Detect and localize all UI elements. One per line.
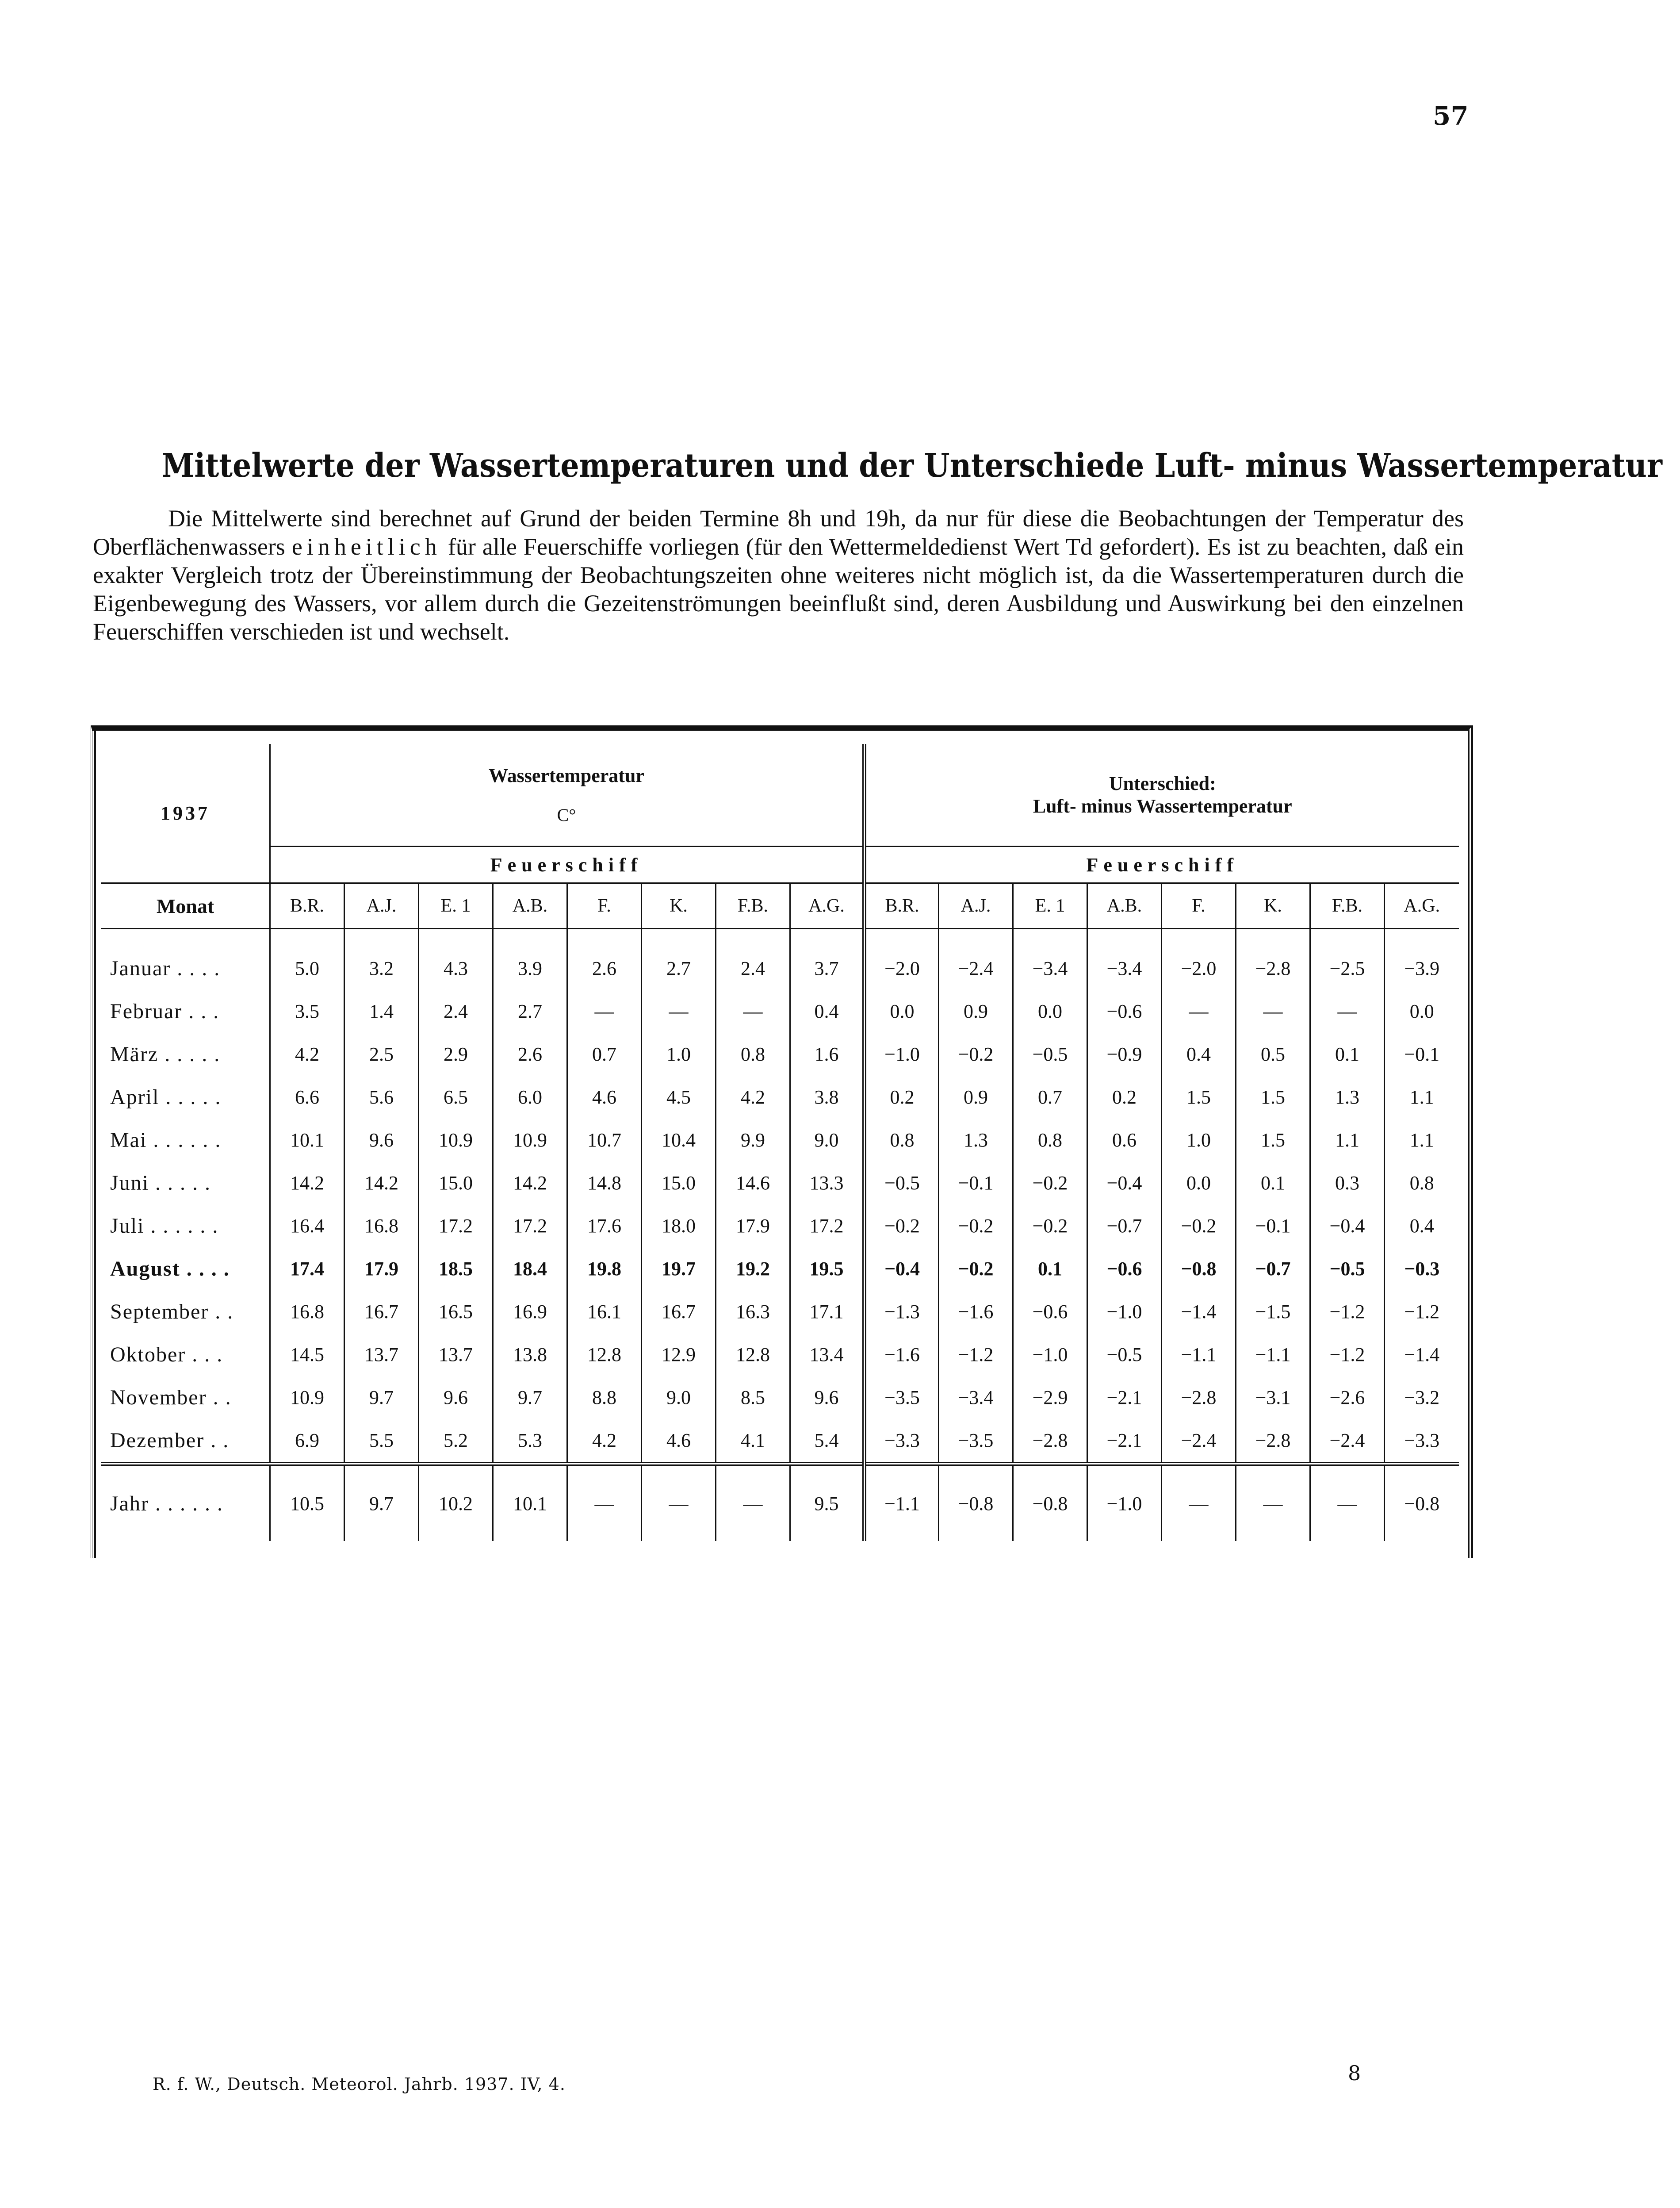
page-title: Mittelwerte der Wassertemperaturen und der Unterschiede Luft- minus Wassertemperatur	[161, 447, 1662, 485]
water-cell: 9.6	[790, 1376, 865, 1419]
water-cell: 8.8	[567, 1376, 642, 1419]
diff-cell: −0.2	[1013, 1204, 1087, 1247]
water-cell: 9.5	[790, 1464, 865, 1541]
col-header-water-6: F.B.	[716, 883, 790, 929]
table-row	[101, 1333, 1459, 1376]
diff-cell: −0.2	[939, 1033, 1013, 1076]
diff-cell: −0.2	[939, 1204, 1013, 1247]
diff-cell: −2.1	[1087, 1376, 1162, 1419]
row-month: Jahr . . . . . .	[101, 1464, 270, 1541]
water-cell: 0.4	[790, 990, 865, 1033]
table-row	[101, 1419, 1459, 1464]
water-cell: 16.1	[567, 1290, 642, 1333]
table-row	[101, 1290, 1459, 1333]
diff-cell: 1.5	[1162, 1076, 1236, 1119]
row-month: September . .	[110, 1300, 234, 1323]
diff-cell: −0.1	[1236, 1204, 1310, 1247]
water-cell: —	[716, 1464, 790, 1541]
diff-cell: −0.2	[1013, 1162, 1087, 1204]
water-cell: 18.5	[419, 1247, 493, 1290]
col-header-diff-6: F.B.	[1310, 883, 1385, 929]
water-cell: 16.8	[344, 1204, 419, 1247]
water-cell: 17.2	[790, 1204, 865, 1247]
intro-emphasis: einheitlich	[291, 533, 441, 560]
diff-cell: 1.3	[1310, 1076, 1385, 1119]
water-cell: 17.1	[790, 1290, 865, 1333]
diff-cell: −1.6	[939, 1290, 1013, 1333]
water-cell: —	[642, 1464, 716, 1541]
diff-cell: −0.3	[1385, 1247, 1459, 1290]
diff-cell: −0.6	[1087, 990, 1162, 1033]
diff-cell: 1.0	[1162, 1119, 1236, 1162]
diff-cell: 0.2	[865, 1076, 939, 1119]
water-cell: 6.6	[270, 1076, 344, 1119]
water-cell: 13.7	[419, 1333, 493, 1376]
diff-cell: −2.5	[1310, 929, 1385, 990]
table-row	[101, 1204, 1459, 1247]
water-cell: 5.5	[344, 1419, 419, 1464]
diff-cell: −0.4	[1310, 1204, 1385, 1247]
water-cell: 5.0	[270, 929, 344, 990]
diff-cell: −1.2	[1310, 1290, 1385, 1333]
water-cell: 10.9	[270, 1376, 344, 1419]
water-cell: 9.0	[642, 1376, 716, 1419]
water-cell: 19.5	[790, 1247, 865, 1290]
water-cell: 17.2	[493, 1204, 567, 1247]
diff-cell: −2.6	[1310, 1376, 1385, 1419]
diff-cell: −0.2	[1162, 1204, 1236, 1247]
water-cell: 9.7	[344, 1464, 419, 1541]
water-cell: 19.8	[567, 1247, 642, 1290]
diff-cell: −1.3	[865, 1290, 939, 1333]
diff-cell: 0.0	[865, 990, 939, 1033]
diff-cell: −0.8	[939, 1464, 1013, 1541]
diff-cell: −1.4	[1385, 1333, 1459, 1376]
unit-label: C°	[557, 805, 576, 825]
water-cell: 2.5	[344, 1033, 419, 1076]
water-cell: 9.7	[344, 1376, 419, 1419]
table-row	[101, 929, 1459, 990]
water-cell: 15.0	[419, 1162, 493, 1204]
row-month: Januar . . . .	[110, 957, 221, 980]
water-cell: 10.1	[493, 1464, 567, 1541]
diff-cell: 1.5	[1236, 1119, 1310, 1162]
diff-cell: −2.8	[1013, 1419, 1087, 1464]
diff-cell: 0.9	[939, 990, 1013, 1033]
diff-cell: −2.8	[1162, 1376, 1236, 1419]
water-cell: 3.7	[790, 929, 865, 990]
table-row	[101, 1464, 1459, 1541]
diff-cell: −1.2	[939, 1333, 1013, 1376]
water-cell: 12.8	[567, 1333, 642, 1376]
table-row	[101, 1119, 1459, 1162]
diff-cell: −1.0	[1087, 1290, 1162, 1333]
col-header-water-0: B.R.	[270, 883, 344, 929]
diff-cell: −3.5	[865, 1376, 939, 1419]
monat-header: Monat	[101, 883, 270, 929]
diff-cell: 1.1	[1385, 1119, 1459, 1162]
water-cell: 4.1	[716, 1419, 790, 1464]
diff-cell: −1.5	[1236, 1290, 1310, 1333]
diff-cell: −1.4	[1162, 1290, 1236, 1333]
diff-cell: −3.2	[1385, 1376, 1459, 1419]
water-cell: 16.5	[419, 1290, 493, 1333]
water-cell: 16.7	[642, 1290, 716, 1333]
diff-cell: −0.5	[1310, 1247, 1385, 1290]
water-cell: 15.0	[642, 1162, 716, 1204]
water-cell: —	[567, 1464, 642, 1541]
diff-cell: −0.7	[1236, 1247, 1310, 1290]
water-cell: 2.6	[567, 929, 642, 990]
water-cell: 10.1	[270, 1119, 344, 1162]
diff-cell: −2.0	[1162, 929, 1236, 990]
diff-cell: −2.8	[1236, 929, 1310, 990]
water-cell: 17.9	[344, 1247, 419, 1290]
water-cell: 2.7	[493, 990, 567, 1033]
diff-cell: −3.1	[1236, 1376, 1310, 1419]
diff-cell: −2.9	[1013, 1376, 1087, 1419]
diff-cell: 0.7	[1013, 1076, 1087, 1119]
diff-cell: −1.0	[1087, 1464, 1162, 1541]
water-cell: 12.8	[716, 1333, 790, 1376]
water-temp-header: Wassertemperatur C°	[270, 744, 865, 847]
diff-cell: −2.0	[865, 929, 939, 990]
table-row	[101, 1162, 1459, 1204]
diff-cell: −1.6	[865, 1333, 939, 1376]
water-cell: 10.5	[270, 1464, 344, 1541]
water-cell: 14.2	[270, 1162, 344, 1204]
diff-cell: −0.8	[1162, 1247, 1236, 1290]
diff-cell: −0.8	[1013, 1464, 1087, 1541]
diff-cell: −1.2	[1385, 1290, 1459, 1333]
water-cell: 9.7	[493, 1376, 567, 1419]
diff-cell: —	[1310, 1464, 1385, 1541]
diff-cell: 0.8	[865, 1119, 939, 1162]
intro-text-1: Die Mittelwerte sind berechnet auf Grund der beiden Termine 8h und 19h, da nur für diese die Beobachtungen der Temperatur des Oberflächenwassers	[93, 505, 1464, 560]
water-cell: 19.2	[716, 1247, 790, 1290]
data-table-frame	[91, 725, 1473, 1558]
water-cell: 10.9	[419, 1119, 493, 1162]
diff-cell: —	[1236, 1464, 1310, 1541]
row-month: Oktober . . .	[110, 1343, 223, 1366]
water-cell: 9.6	[419, 1376, 493, 1419]
table-row	[101, 1376, 1459, 1419]
water-cell: 14.2	[493, 1162, 567, 1204]
col-header-water-5: K.	[642, 883, 716, 929]
water-cell: 3.2	[344, 929, 419, 990]
water-cell: —	[716, 990, 790, 1033]
diff-cell: −1.2	[1310, 1333, 1385, 1376]
signature-mark: 8	[1348, 2061, 1361, 2085]
row-month: Juni . . . . .	[110, 1171, 211, 1195]
diff-cell: −2.1	[1087, 1419, 1162, 1464]
col-header-diff-1: A.J.	[939, 883, 1013, 929]
diff-cell: 0.3	[1310, 1162, 1385, 1204]
temperature-table	[101, 744, 1459, 1541]
water-cell: 4.5	[642, 1076, 716, 1119]
diff-cell: −3.3	[865, 1419, 939, 1464]
water-cell: 16.8	[270, 1290, 344, 1333]
diff-cell: 0.1	[1236, 1162, 1310, 1204]
table-row	[101, 1076, 1459, 1119]
table-row	[101, 1247, 1459, 1290]
water-cell: 1.4	[344, 990, 419, 1033]
water-cell: 16.4	[270, 1204, 344, 1247]
water-cell: 4.6	[567, 1076, 642, 1119]
row-month: März . . . . .	[110, 1043, 221, 1066]
diff-cell: −0.2	[939, 1247, 1013, 1290]
diff-cell: −3.4	[939, 1376, 1013, 1419]
water-cell: 14.5	[270, 1333, 344, 1376]
diff-cell: −0.7	[1087, 1204, 1162, 1247]
intro-text-2: für alle Feuerschiffe vorliegen (für den Wettermeldedienst Wert Td gefordert). Es ist zu beachten, daß ein exakter Vergleich trotz der Übereinstimmung der Beobachtungszeiten ohne weiteres nicht möglich ist, da die Wassertemperaturen durch die Eigenbewegung des Wassers, vor allem durch die Gezeitenströmungen beeinflußt sind, deren Ausbildung und Auswirkung bei den einzelnen Feuerschiffen verschieden ist und wechselt.	[93, 533, 1464, 645]
col-header-diff-2: E. 1	[1013, 883, 1087, 929]
water-cell: 9.6	[344, 1119, 419, 1162]
diff-cell: —	[1310, 990, 1385, 1033]
water-cell: 6.5	[419, 1076, 493, 1119]
diff-cell: −3.4	[1087, 929, 1162, 990]
col-header-water-4: F.	[567, 883, 642, 929]
water-cell: 4.2	[270, 1033, 344, 1076]
col-header-diff-0: B.R.	[865, 883, 939, 929]
diff-cell: 0.0	[1385, 990, 1459, 1033]
row-month: August . . . .	[110, 1257, 230, 1280]
water-cell: 0.7	[567, 1033, 642, 1076]
water-cell: 4.2	[567, 1419, 642, 1464]
water-cell: 5.2	[419, 1419, 493, 1464]
diff-cell: 1.1	[1385, 1076, 1459, 1119]
diff-cell: 0.2	[1087, 1076, 1162, 1119]
water-cell: 9.9	[716, 1119, 790, 1162]
diff-cell: −0.4	[865, 1247, 939, 1290]
diff-cell: −3.5	[939, 1419, 1013, 1464]
water-cell: 2.4	[716, 929, 790, 990]
row-month: Juli . . . . . .	[110, 1214, 219, 1238]
diff-cell: 1.5	[1236, 1076, 1310, 1119]
row-month: Dezember . .	[110, 1429, 230, 1452]
water-cell: 17.2	[419, 1204, 493, 1247]
water-cell: 5.6	[344, 1076, 419, 1119]
water-cell: 6.9	[270, 1419, 344, 1464]
diff-cell: 0.1	[1310, 1033, 1385, 1076]
diff-cell: 1.1	[1310, 1119, 1385, 1162]
water-cell: 13.7	[344, 1333, 419, 1376]
water-cell: 8.5	[716, 1376, 790, 1419]
water-cell: 2.4	[419, 990, 493, 1033]
row-month: November . .	[110, 1386, 232, 1409]
diff-cell: —	[1236, 990, 1310, 1033]
water-cell: 19.7	[642, 1247, 716, 1290]
diff-cell: −0.9	[1087, 1033, 1162, 1076]
col-header-water-2: E. 1	[419, 883, 493, 929]
water-cell: 6.0	[493, 1076, 567, 1119]
diff-cell: 0.4	[1162, 1033, 1236, 1076]
diff-cell: 0.8	[1385, 1162, 1459, 1204]
footer-citation: R. f. W., Deutsch. Meteorol. Jahrb. 1937. IV, 4.	[153, 2074, 566, 2094]
diff-cell: −0.5	[1013, 1033, 1087, 1076]
diff-cell: −0.8	[1385, 1464, 1459, 1541]
water-cell: 2.9	[419, 1033, 493, 1076]
diff-cell: −0.6	[1087, 1247, 1162, 1290]
diff-cell: 0.1	[1013, 1247, 1087, 1290]
diff-cell: −1.1	[1236, 1333, 1310, 1376]
water-cell: 2.7	[642, 929, 716, 990]
intro-paragraph	[93, 504, 1464, 646]
water-cell: 16.7	[344, 1290, 419, 1333]
diff-cell: −0.4	[1087, 1162, 1162, 1204]
diff-cell: −0.5	[865, 1162, 939, 1204]
diff-cell: −3.4	[1013, 929, 1087, 990]
table-row	[101, 990, 1459, 1033]
water-cell: 4.3	[419, 929, 493, 990]
col-header-water-1: A.J.	[344, 883, 419, 929]
water-cell: —	[642, 990, 716, 1033]
col-header-water-7: A.G.	[790, 883, 865, 929]
diff-cell: −3.9	[1385, 929, 1459, 990]
diff-cell: 0.5	[1236, 1033, 1310, 1076]
water-cell: 5.4	[790, 1419, 865, 1464]
diff-cell: −0.2	[865, 1204, 939, 1247]
feuerschiff-header-water: Feuerschiff	[270, 847, 865, 883]
diff-cell: 0.8	[1013, 1119, 1087, 1162]
water-cell: 5.3	[493, 1419, 567, 1464]
col-header-water-3: A.B.	[493, 883, 567, 929]
diff-cell: 1.3	[939, 1119, 1013, 1162]
diff-cell: 0.0	[1013, 990, 1087, 1033]
water-cell: 17.6	[567, 1204, 642, 1247]
col-header-diff-7: A.G.	[1385, 883, 1459, 929]
diff-cell: −2.8	[1236, 1419, 1310, 1464]
water-cell: 12.9	[642, 1333, 716, 1376]
diff-cell: —	[1162, 990, 1236, 1033]
diff-cell: 0.0	[1162, 1162, 1236, 1204]
diff-cell: −0.6	[1013, 1290, 1087, 1333]
water-cell: 0.8	[716, 1033, 790, 1076]
water-cell: 10.4	[642, 1119, 716, 1162]
col-header-diff-5: K.	[1236, 883, 1310, 929]
diff-cell: —	[1162, 1464, 1236, 1541]
water-cell: 16.9	[493, 1290, 567, 1333]
water-cell: 3.8	[790, 1076, 865, 1119]
col-header-diff-4: F.	[1162, 883, 1236, 929]
diff-cell: −2.4	[1162, 1419, 1236, 1464]
diff-cell: −0.1	[1385, 1033, 1459, 1076]
water-cell: 3.5	[270, 990, 344, 1033]
diff-cell: 0.6	[1087, 1119, 1162, 1162]
water-cell: 4.2	[716, 1076, 790, 1119]
water-cell: 16.3	[716, 1290, 790, 1333]
diff-cell: −2.4	[939, 929, 1013, 990]
water-cell: 17.9	[716, 1204, 790, 1247]
water-cell: 1.6	[790, 1033, 865, 1076]
water-cell: 1.0	[642, 1033, 716, 1076]
row-month: April . . . . .	[110, 1085, 222, 1109]
water-cell: 13.4	[790, 1333, 865, 1376]
water-cell: 14.6	[716, 1162, 790, 1204]
diff-cell: −0.1	[939, 1162, 1013, 1204]
water-cell: 13.8	[493, 1333, 567, 1376]
row-month: Februar . . .	[110, 1000, 220, 1023]
water-cell: 18.4	[493, 1247, 567, 1290]
table-year-label: 1937	[161, 802, 210, 824]
diff-cell: 0.9	[939, 1076, 1013, 1119]
col-header-diff-3: A.B.	[1087, 883, 1162, 929]
page-number: 57	[1433, 101, 1469, 131]
water-cell: 3.9	[493, 929, 567, 990]
diff-cell: 0.4	[1385, 1204, 1459, 1247]
water-cell: —	[567, 990, 642, 1033]
diff-cell: −1.1	[865, 1464, 939, 1541]
water-cell: 9.0	[790, 1119, 865, 1162]
diff-cell: −1.0	[865, 1033, 939, 1076]
water-cell: 2.6	[493, 1033, 567, 1076]
diff-cell: −2.4	[1310, 1419, 1385, 1464]
water-cell: 10.7	[567, 1119, 642, 1162]
table-row	[101, 1033, 1459, 1076]
difference-header: Unterschied: Luft- minus Wassertemperatur	[865, 744, 1459, 847]
water-cell: 17.4	[270, 1247, 344, 1290]
row-month: Mai . . . . . .	[110, 1128, 222, 1152]
water-cell: 14.2	[344, 1162, 419, 1204]
diff-cell: −0.5	[1087, 1333, 1162, 1376]
diff-cell: −1.1	[1162, 1333, 1236, 1376]
feuerschiff-header-diff: Feuerschiff	[865, 847, 1459, 883]
water-cell: 14.8	[567, 1162, 642, 1204]
water-cell: 4.6	[642, 1419, 716, 1464]
water-cell: 10.9	[493, 1119, 567, 1162]
diff-cell: −3.3	[1385, 1419, 1459, 1464]
water-cell: 13.3	[790, 1162, 865, 1204]
water-cell: 10.2	[419, 1464, 493, 1541]
diff-cell: −1.0	[1013, 1333, 1087, 1376]
water-cell: 18.0	[642, 1204, 716, 1247]
